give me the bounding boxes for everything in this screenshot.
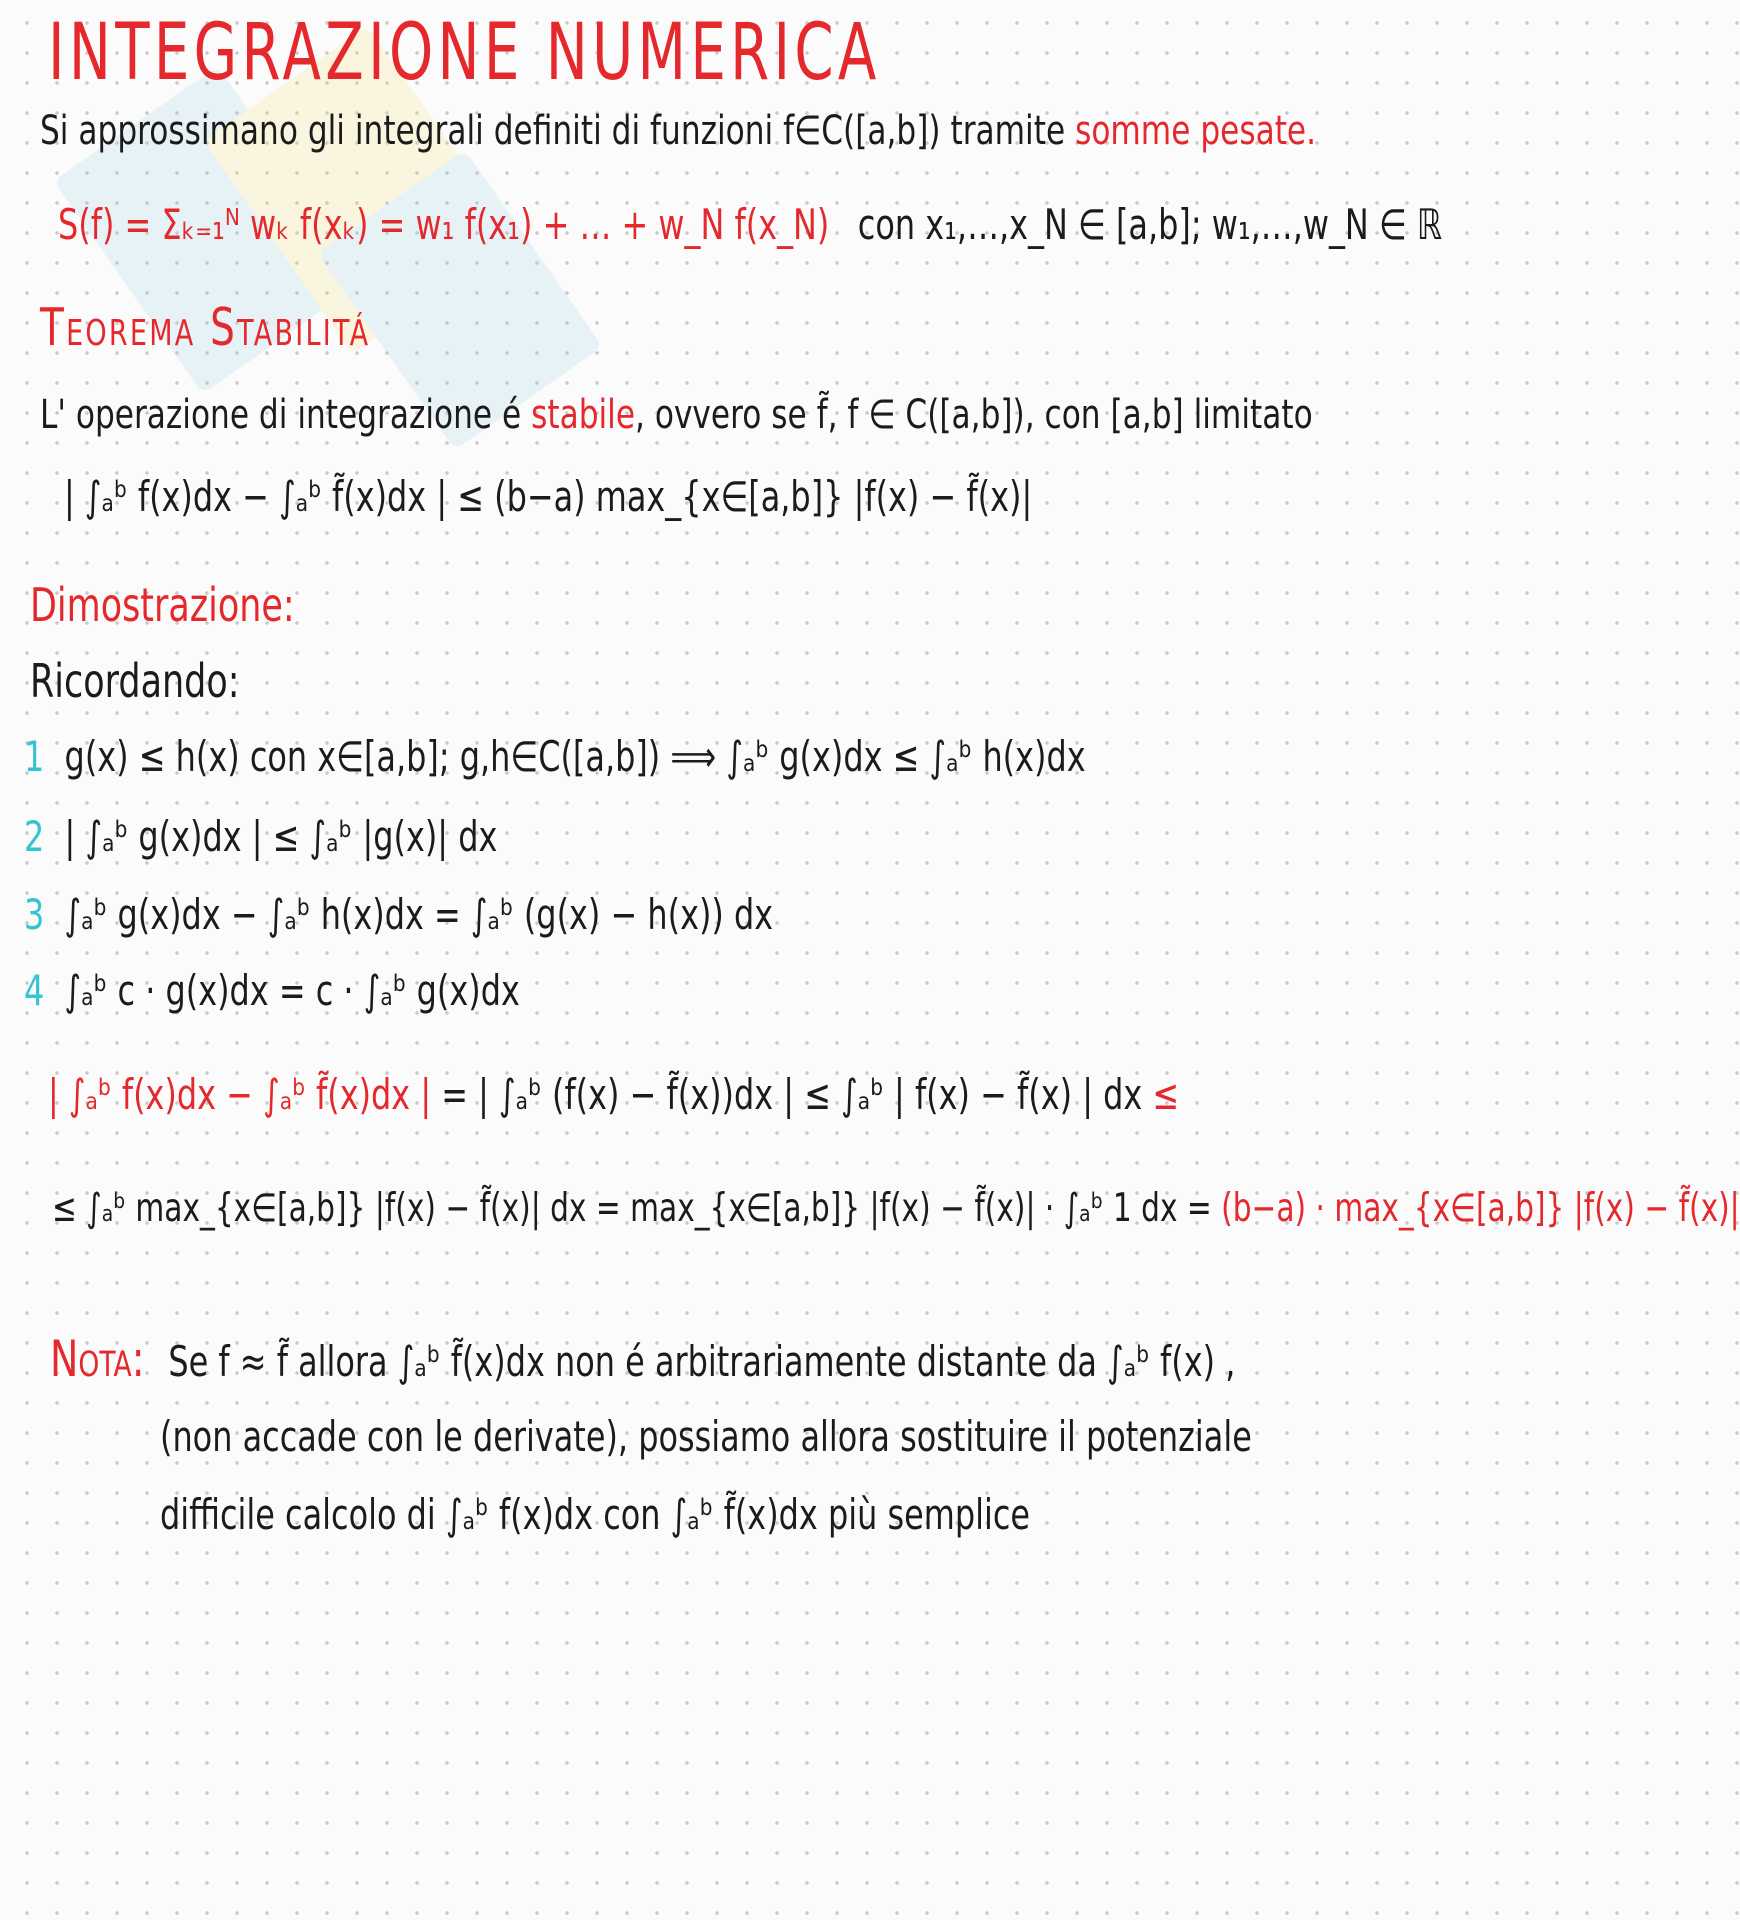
theorem-inequality: | ∫ₐᵇ f(x)dx − ∫ₐᵇ f̃(x)dx | ≤ (b−a) max_{x∈[a,b]} |f(x) − f̃(x)| — [64, 472, 1033, 521]
proof-label: Dimostrazione: — [30, 578, 295, 632]
theorem-heading: Teorema Stabilitá — [40, 298, 371, 358]
property-3 — [24, 890, 773, 939]
proof-step-1-lhs: | ∫ₐᵇ f(x)dx − ∫ₐᵇ f̃(x)dx | — [48, 1070, 432, 1119]
proof-step-2-result: (b−a) · max_{x∈[a,b]} |f(x) − f̃(x)| — [1221, 1186, 1740, 1231]
proof-step-1-end: ≤ — [1152, 1070, 1180, 1119]
nota-text-1: Se f ≈ f̃ allora ∫ₐᵇ f̃(x)dx non é arbitrariamente distante da ∫ₐᵇ f(x) , — [168, 1337, 1236, 1386]
proof-step-1-rest: = | ∫ₐᵇ (f(x) − f̃(x))dx | ≤ ∫ₐᵇ | f(x) − f̃(x) | dx — [431, 1070, 1153, 1119]
property-4 — [24, 966, 520, 1015]
intro-text: Si approssimano gli integrali definiti di funzioni f∈C([a,b]) tramite — [40, 108, 1066, 154]
property-3-number: 3 — [24, 890, 45, 939]
nota-label: Nota: — [50, 1330, 145, 1388]
weighted-sum-line — [58, 200, 1442, 249]
nota-line-2: (non accade con le derivate), possiamo allora sostituire il potenziale — [160, 1412, 1252, 1461]
nota-line-1 — [50, 1330, 1235, 1388]
weighted-sum-formula: S(f) = Σₖ₌₁ᴺ wₖ f(xₖ) = w₁ f(x₁) + … + w_N f(x_N) — [58, 200, 830, 249]
theorem-statement-end: , ovvero se f̃, f ∈ C([a,b]), con [a,b] limitato — [635, 392, 1313, 438]
property-2-text: | ∫ₐᵇ g(x)dx | ≤ ∫ₐᵇ |g(x)| dx — [64, 812, 498, 861]
property-4-number: 4 — [24, 966, 45, 1015]
property-3-text: ∫ₐᵇ g(x)dx − ∫ₐᵇ h(x)dx = ∫ₐᵇ (g(x) − h(x)) dx — [64, 890, 774, 939]
proof-step-2-start: ≤ ∫ₐᵇ max_{x∈[a,b]} |f(x) − f̃(x)| dx = max_{x∈[a,b]} |f(x) − f̃(x)| · ∫ₐᵇ 1 dx = — [52, 1186, 1222, 1231]
proof-step-1 — [48, 1070, 1179, 1119]
property-4-text: ∫ₐᵇ c · g(x)dx = c · ∫ₐᵇ g(x)dx — [64, 966, 520, 1015]
intro-highlight: somme pesate. — [1075, 108, 1317, 154]
nota-line-3: difficile calcolo di ∫ₐᵇ f(x)dx con ∫ₐᵇ f̃(x)dx più semplice — [160, 1490, 1031, 1539]
property-1-text: g(x) ≤ h(x) con x∈[a,b]; g,h∈C([a,b]) ⟹ ∫ₐᵇ g(x)dx ≤ ∫ₐᵇ h(x)dx — [64, 732, 1086, 781]
property-2 — [24, 812, 497, 861]
page-title: INTEGRAZIONE NUMERICA — [48, 8, 881, 98]
property-2-number: 2 — [24, 812, 45, 861]
theorem-statement — [40, 392, 1313, 438]
property-1-number: 1 — [24, 732, 45, 781]
intro-line — [40, 108, 1316, 154]
weighted-sum-condition: con x₁,…,x_N ∈ [a,b]; w₁,…,w_N ∈ ℝ — [857, 200, 1443, 249]
proof-recall: Ricordando: — [30, 654, 240, 708]
proof-step-2 — [52, 1186, 1740, 1231]
theorem-statement-highlight: stabile — [531, 392, 636, 438]
property-1 — [24, 732, 1086, 781]
theorem-statement-start: L' operazione di integrazione é — [40, 392, 522, 438]
